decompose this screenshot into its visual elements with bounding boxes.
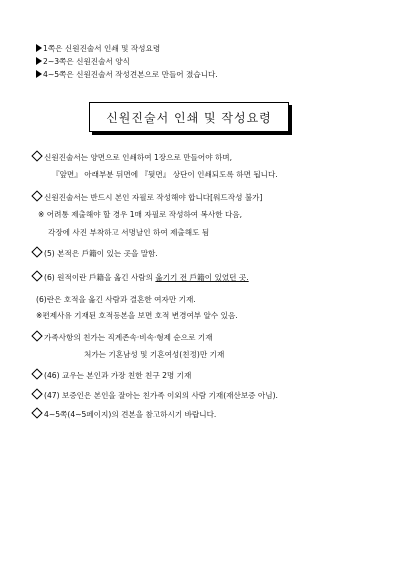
instruction-line: 처가는 기혼남성 및 기혼여성(친정)만 기재 (84, 350, 225, 359)
triangle-bullet-icon (36, 44, 42, 52)
page-title: 신원진술서 인쇄 및 작성요령 (106, 110, 272, 125)
intro-item: 4~5쪽은 신원진술서 작성견본으로 만들어 졌습니다. (36, 68, 218, 81)
page-title-box (89, 102, 289, 132)
instruction-item: 가족사항의 친가는 직계존속·비속·형제 순으로 기재 (32, 332, 213, 343)
diamond-bullet-icon (31, 368, 42, 379)
instruction-item: 4~5쪽(4~5페이지)의 견본을 참고하시기 바랍니다. (32, 409, 216, 420)
instruction-item: (6) 원적이란 戶籍을 옮긴 사람의 옮기기 전 戶籍이 있었던 곳. (32, 272, 249, 283)
instruction-item: 신원진술서는 양면으로 인쇄하여 1장으로 만들어야 하며, (32, 152, 232, 163)
diamond-bullet-icon (31, 246, 42, 257)
instruction-item: (46) 교우는 본인과 가장 친한 친구 2명 기재 (32, 370, 191, 381)
instruction-item: (47) 보증인은 본인을 잘아는 친가족 이외의 사람 기재(재산보증 아님). (32, 390, 278, 401)
diamond-bullet-icon (31, 388, 42, 399)
instruction-note: ※ 어려통 제출해야 할 경우 1매 자필로 작성하여 복사한 다음, (38, 210, 243, 219)
intro-item: 2~3쪽은 신원진술서 양식 (36, 55, 218, 68)
diamond-bullet-icon (31, 330, 42, 341)
diamond-bullet-icon (31, 407, 42, 418)
underlined-text: 옮기기 전 戶籍이 있었던 곳. (155, 273, 249, 282)
instruction-item: 신원진술서는 반드시 본인 자필로 작성해야 합니다[워드작성 불가] (32, 192, 262, 203)
instruction-line: 『앞면』 아래부분 뒤면에 『뒷면』 상단이 인쇄되도록 하면 됩니다. (52, 170, 278, 179)
instruction-line: 각장에 사진 부착하고 서명날인 하여 제출해도 됨 (48, 228, 210, 237)
intro-item: 1쪽은 신원진술서 인쇄 및 작성요령 (36, 42, 218, 55)
diamond-bullet-icon (31, 150, 42, 161)
instruction-item: (5) 본적은 戶籍이 있는 곳을 말함. (32, 248, 158, 259)
intro-list (36, 42, 218, 81)
triangle-bullet-icon (36, 57, 42, 65)
instruction-line: (6)란은 호적을 옮긴 사람과 결혼한 여자만 기재. (36, 295, 196, 304)
diamond-bullet-icon (31, 270, 42, 281)
instruction-note: ※편제사유 기재된 호적등본을 보면 호적 변경여부 알수 있음. (36, 311, 238, 320)
diamond-bullet-icon (31, 190, 42, 201)
triangle-bullet-icon (36, 70, 42, 78)
